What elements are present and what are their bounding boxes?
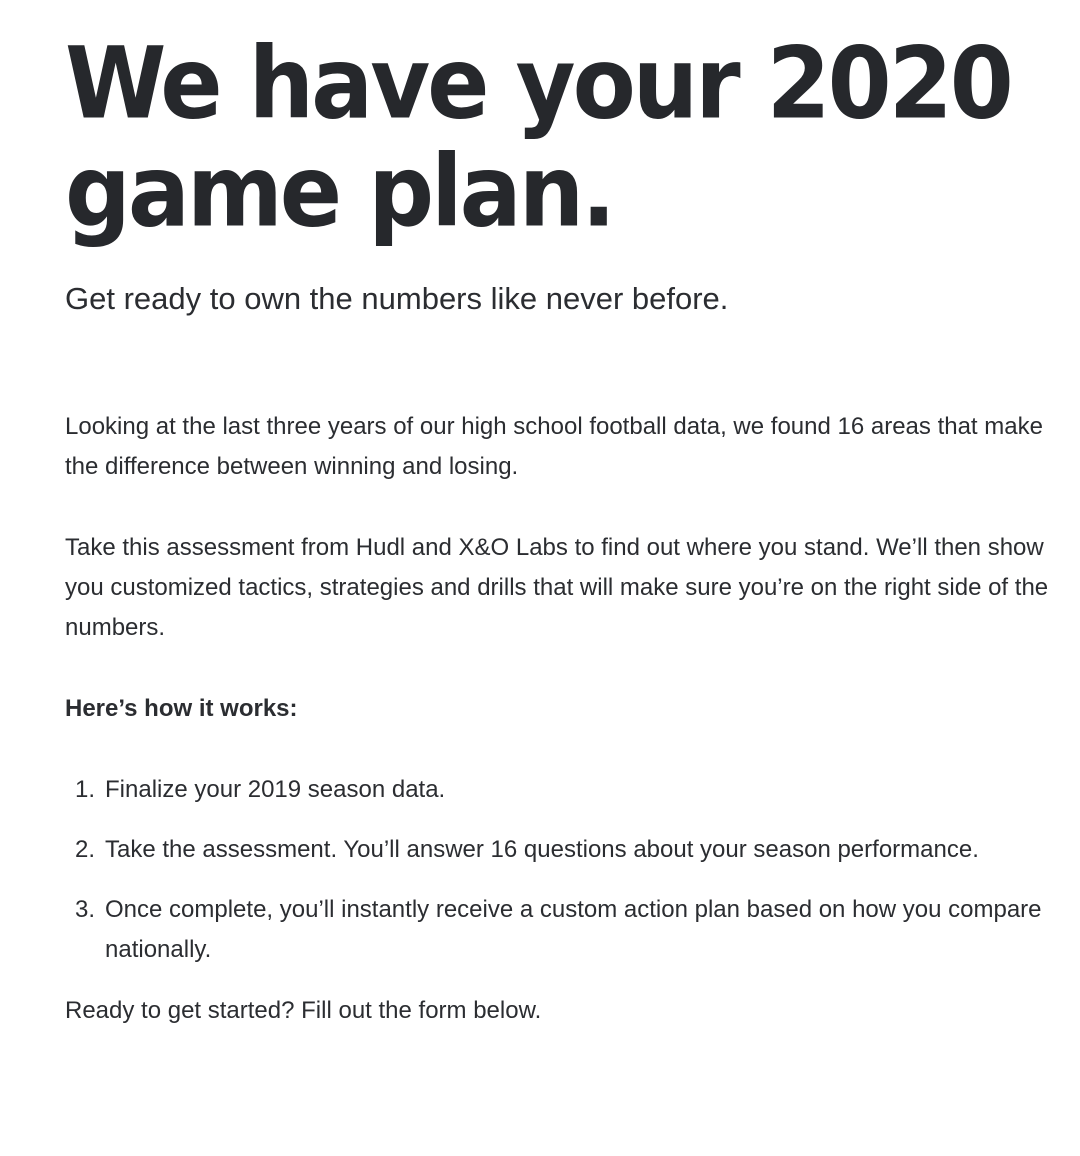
step-number: 3.	[75, 896, 96, 923]
list-item	[65, 890, 1055, 970]
closing-call-to-action: Ready to get started? Fill out the form below.	[65, 997, 542, 1024]
page-headline	[65, 25, 1055, 250]
headline-line-1: We have your 2020	[65, 25, 1011, 142]
step-text: Once complete, you’ll instantly receive a custom action plan based on how you compare nationally.	[105, 896, 1042, 963]
intro-paragraph: Looking at the last three years of our high school football data, we found 16 areas that make the difference between winning and losing.	[65, 413, 1043, 480]
page-subheading: Get ready to own the numbers like never before.	[65, 281, 729, 316]
steps-list	[65, 770, 1055, 970]
step-text: Take the assessment. You’ll answer 16 questions about your season performance.	[105, 836, 979, 863]
step-text: Finalize your 2019 season data.	[105, 776, 446, 803]
step-number: 1.	[75, 776, 96, 803]
headline-line-2: game plan.	[65, 133, 614, 250]
assessment-paragraph: Take this assessment from Hudl and X&O Labs to find out where you stand. We’ll then show you customized tactics, strategies and drills that will make sure you’re on the right side of the numbers.	[65, 534, 1049, 641]
step-number: 2.	[75, 836, 96, 863]
list-item	[65, 830, 1055, 870]
how-it-works-heading: Here’s how it works:	[65, 695, 298, 722]
landing-content	[65, 25, 1055, 1031]
list-item	[65, 770, 1055, 810]
